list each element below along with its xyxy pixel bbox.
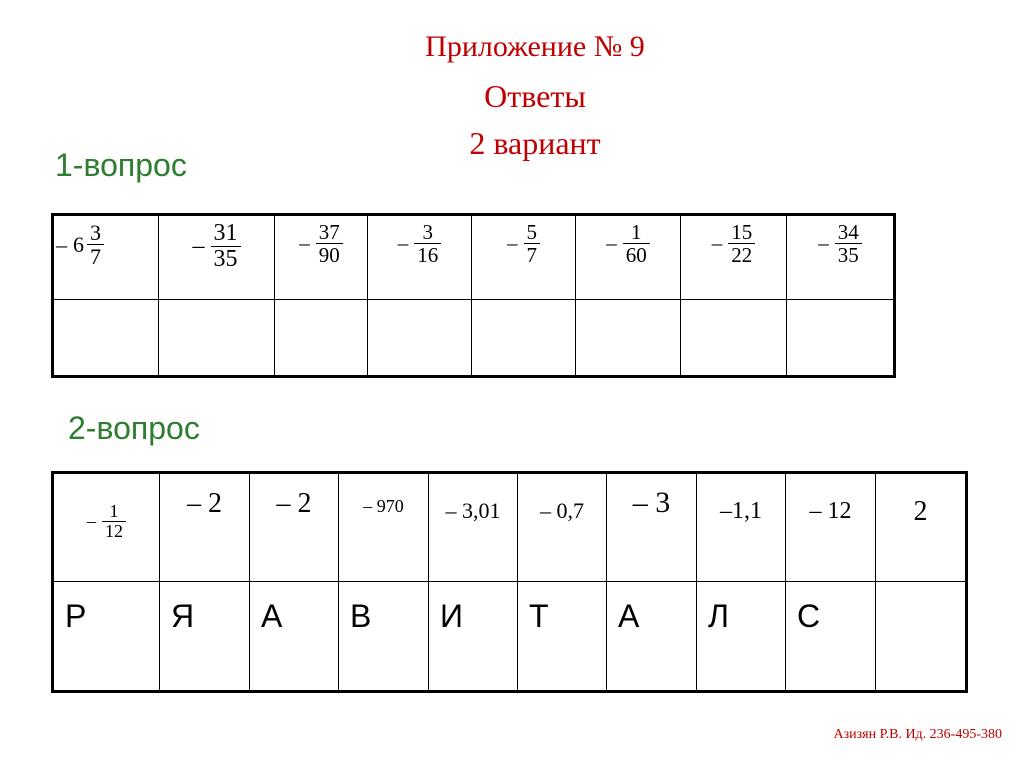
- question-1-label: 1-вопрос: [55, 147, 187, 183]
- denominator: 35: [211, 246, 241, 272]
- q1-empty-cell: [787, 300, 895, 377]
- q2-answer-cell: [607, 473, 697, 582]
- question-1-table: [51, 213, 896, 378]
- q1-answer-cell: [159, 215, 275, 300]
- numerator: 31: [213, 220, 238, 246]
- whole-part: 6: [73, 231, 84, 257]
- q2-letter-cell: [339, 582, 429, 692]
- letter: Т: [529, 598, 549, 634]
- numerator: 5: [526, 220, 537, 244]
- minus-sign: –: [606, 231, 617, 256]
- q1-answer-cell: [472, 215, 576, 300]
- q2-letter-cell: [786, 582, 876, 692]
- question-2-label: 2-вопрос: [68, 410, 200, 446]
- author-footer: Азизян Р.В. Ид. 236-495-380: [833, 727, 1002, 742]
- question-2-table: [51, 471, 968, 693]
- q1-empty-cell: [472, 300, 576, 377]
- numerator: 37: [318, 220, 340, 244]
- answer-value: –1,1: [720, 498, 762, 524]
- q1-empty-cell: [368, 300, 472, 377]
- answer-value: – 3: [632, 486, 671, 519]
- variant-title: 2 вариант: [469, 125, 601, 161]
- minus-sign: –: [299, 231, 310, 256]
- answer-value: – 12: [809, 498, 852, 524]
- q1-answer-cell: [787, 215, 895, 300]
- denominator: 35: [835, 243, 862, 266]
- q2-letter-cell: [160, 582, 250, 692]
- q2-letter-cell: [697, 582, 786, 692]
- q1-answer-cell: [681, 215, 787, 300]
- letter: Я: [171, 598, 195, 634]
- numerator: 15: [731, 220, 753, 244]
- q2-letter-cell: [429, 582, 518, 692]
- q2-letter-cell: [53, 582, 160, 692]
- minus-sign: –: [397, 231, 409, 256]
- q2-answer-cell: [518, 473, 607, 582]
- letter: А: [618, 598, 640, 634]
- letter: И: [440, 598, 463, 634]
- q1-answer-cell: [53, 215, 159, 300]
- denominator: 12: [102, 521, 126, 541]
- numerator: 3: [90, 220, 101, 245]
- q1-answer-cell: [576, 215, 681, 300]
- minus-sign: –: [87, 510, 96, 531]
- letter: А: [261, 598, 283, 634]
- q2-answer-cell: [429, 473, 518, 582]
- answer-value: – 2: [276, 488, 312, 519]
- denominator: 7: [524, 243, 541, 266]
- q2-answer-cell: [53, 473, 160, 582]
- numerator: 3: [422, 220, 433, 244]
- q2-letter-cell: [250, 582, 339, 692]
- numerator: 1: [631, 220, 642, 244]
- answer-value: 2: [913, 496, 928, 527]
- appendix-title: Приложение № 9: [425, 30, 645, 63]
- letter: В: [350, 598, 372, 634]
- q1-empty-cell: [159, 300, 275, 377]
- q1-empty-cell: [53, 300, 159, 377]
- denominator: 90: [316, 243, 343, 266]
- answer-value: – 2: [187, 488, 222, 519]
- q1-answer-cell: [275, 215, 368, 300]
- answer-value: – 3,01: [445, 498, 501, 523]
- q1-empty-cell: [681, 300, 787, 377]
- q1-empty-cell: [275, 300, 368, 377]
- q2-answer-cell: [339, 473, 429, 582]
- answer-value: – 970: [363, 496, 404, 516]
- letter: Р: [65, 598, 87, 634]
- denominator: 7: [87, 244, 104, 268]
- answer-value: – 0,7: [540, 498, 584, 523]
- q2-answer-cell: [697, 473, 786, 582]
- denominator: 16: [414, 243, 441, 266]
- minus-sign: –: [711, 231, 723, 256]
- minus-sign: –: [56, 231, 67, 257]
- q2-letter-cell: [518, 582, 607, 692]
- q2-letter-cell: [876, 582, 967, 692]
- letter: Л: [708, 598, 729, 634]
- numerator: 34: [837, 220, 859, 244]
- minus-sign: –: [818, 231, 829, 256]
- minus-sign: –: [192, 233, 205, 260]
- q2-answer-cell: [160, 473, 250, 582]
- denominator: 60: [623, 243, 650, 266]
- q1-answer-cell: [368, 215, 472, 300]
- q2-answer-cell: [876, 473, 967, 582]
- q2-answer-cell: [250, 473, 339, 582]
- numerator: 1: [109, 501, 119, 521]
- letter: С: [797, 598, 821, 634]
- q2-answer-cell: [786, 473, 876, 582]
- denominator: 22: [728, 243, 755, 266]
- q2-letter-cell: [607, 582, 697, 692]
- minus-sign: –: [507, 231, 518, 256]
- answers-title: Ответы: [484, 78, 586, 114]
- q1-empty-cell: [576, 300, 681, 377]
